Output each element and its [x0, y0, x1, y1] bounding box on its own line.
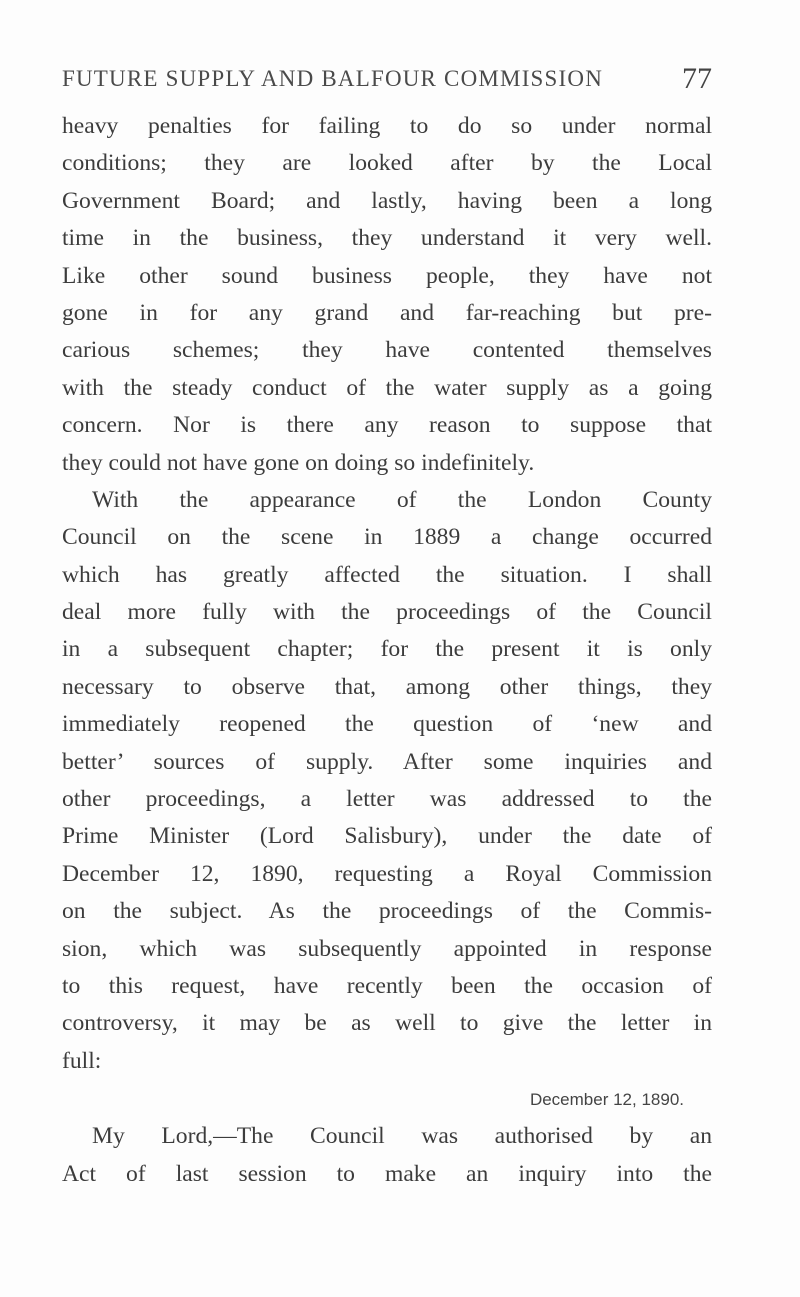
text-line: with the steady conduct of the water supply as a going	[62, 374, 712, 401]
text-line: sion, which was subsequently appointed in response	[62, 935, 712, 962]
text-line: other proceedings, a letter was addressed to the	[62, 786, 712, 813]
text-line: better’ sources of supply. After some inquiries and	[62, 748, 712, 775]
text-line: to this request, have recently been the occasion of	[62, 972, 712, 999]
text-line: time in the business, they understand it very well.	[62, 225, 712, 252]
text-line: on the subject. As the proceedings of the Commis-	[62, 898, 712, 925]
text-line: full:	[62, 1047, 102, 1074]
text-line: Act of last session to make an inquiry into the	[62, 1160, 712, 1187]
paragraph-2	[62, 482, 712, 1080]
page-number: 77	[682, 62, 712, 95]
text-line: heavy penalties for failing to do so under normal	[62, 113, 712, 139]
text-line: controversy, it may be as well to give the letter in	[62, 1010, 712, 1037]
letter-body	[62, 1118, 712, 1193]
running-title: FUTURE SUPPLY AND BALFOUR COMMISSION	[62, 66, 604, 91]
running-head	[62, 62, 712, 102]
text-line: Prime Minister (Lord Salisbury), under the date of	[62, 823, 712, 850]
letter-date: December 12, 1890.	[529, 1090, 684, 1110]
text-line: gone in for any grand and far-reaching but pre-	[62, 299, 712, 326]
body-text	[62, 108, 712, 1193]
text-line: they could not have gone on doing so indefinitely.	[62, 449, 535, 476]
paragraph-1	[62, 108, 712, 482]
text-line: in a subsequent chapter; for the present it is only	[62, 636, 712, 663]
text-line: Like other sound business people, they have not	[62, 262, 712, 289]
text-line: carious schemes; they have contented themselves	[62, 337, 712, 364]
text-line: Government Board; and lastly, having been a long	[62, 187, 712, 214]
text-line: My Lord,—The Council was authorised by an	[92, 1123, 712, 1150]
text-line: conditions; they are looked after by the Local	[62, 150, 712, 177]
text-line: Council on the scene in 1889 a change occurred	[62, 524, 712, 551]
text-line: concern. Nor is there any reason to suppose that	[62, 412, 712, 439]
text-line: With the appearance of the London County	[92, 486, 712, 513]
text-line: deal more fully with the proceedings of the Council	[62, 599, 712, 626]
text-line: December 12, 1890, requesting a Royal Commission	[62, 860, 712, 887]
text-line: necessary to observe that, among other things, they	[62, 673, 712, 700]
text-line: immediately reopened the question of ‘new and	[62, 711, 712, 738]
text-line: which has greatly affected the situation. I shall	[62, 561, 712, 588]
